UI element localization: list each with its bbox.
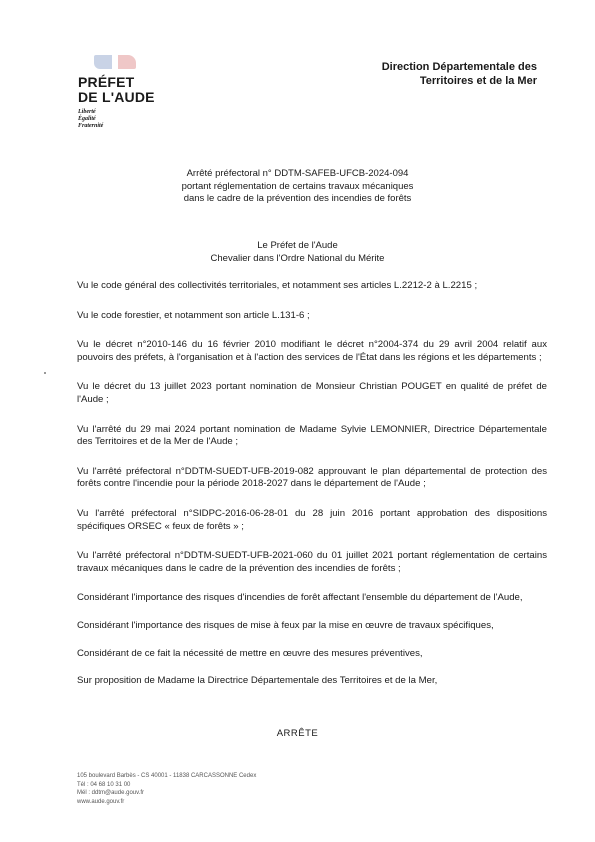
visa-paragraph: Vu le code forestier, et notamment son article L.131-6 ;: [77, 309, 310, 321]
visa-paragraph: Vu l'arrêté du 29 mai 2024 portant nomination de Madame Sylvie LEMONNIER, Directrice Départementale des Territoires et de la Mer de l'Aude ;: [77, 423, 547, 448]
direction-line: Direction Départementale des: [381, 61, 537, 73]
title-line: dans le cadre de la prévention des incendies de forêts: [183, 193, 412, 204]
decree-body: [77, 280, 547, 703]
visa-paragraph: Vu le code général des collectivités territoriales, et notamment ses articles L.2212-2 à L.2215 ;: [77, 280, 478, 291]
logo-line: DE L'AUDE: [78, 89, 155, 105]
decision-heading: ARRÊTE: [276, 728, 319, 739]
issuing-direction: [382, 60, 537, 88]
republic-motto: [78, 109, 188, 130]
footer-address: [77, 772, 256, 806]
prefecture-logo: [78, 55, 188, 130]
authority-line: Chevalier dans l'Ordre National du Mérite: [210, 252, 385, 264]
logo-title: [78, 75, 188, 105]
title-line: Arrêté préfectoral n° DDTM-SAFEB-UFCB-2024-094: [186, 168, 409, 179]
visa-paragraph: Vu le décret du 13 juillet 2023 portant nomination de Monsieur Christian POUGET en qualité de préfet de l'Aude ;: [77, 381, 547, 405]
footer-line: 105 boulevard Barbès - CS 40001 - 11838 CARCASSONNE Cedex: [77, 773, 257, 779]
logo-line: PRÉFET: [78, 74, 135, 90]
decree-title: [0, 168, 595, 206]
proposal-paragraph: Sur proposition de Madame la Directrice Départementale des Territoires et de la Mer,: [77, 675, 438, 687]
motto-line: Liberté: [78, 109, 96, 115]
authority-block: [0, 240, 595, 265]
title-line: portant réglementation de certains travaux mécaniques: [181, 180, 414, 192]
motto-line: Fraternité: [78, 123, 104, 129]
marianne-logo-icon: [94, 55, 142, 69]
considerant-paragraph: Considérant l'importance des risques d'incendies de forêt affectant l'ensemble du département de l'Aude,: [77, 592, 523, 604]
considerant-paragraph: Considérant l'importance des risques de mise à feux par la mise en œuvre de travaux spécifiques,: [77, 619, 494, 631]
visa-paragraph: Vu l'arrêté préfectoral n°DDTM-SUEDT-UFB-2021-060 du 01 juillet 2021 portant réglementation de certains travaux mécaniques dans le cadre de la prévention des incendies de forêts ;: [77, 550, 547, 574]
visa-paragraph: Vu le décret n°2010-146 du 16 février 2010 modifiant le décret n°2004-374 du 29 avril 2004 relatif aux pouvoirs des préfets, à l'organisation et à l'action des services de l'État dans les régions et les départements ;: [77, 339, 547, 363]
visa-paragraph: Vu l'arrêté préfectoral n°DDTM-SUEDT-UFB-2019-082 approuvant le plan départemental de protection des forêts contre l'incendie pour la période 2018-2027 dans le département de l'Aude ;: [77, 465, 547, 490]
authority-line: Le Préfet de l'Aude: [257, 240, 338, 251]
footer-line: www.aude.gouv.fr: [77, 798, 125, 805]
visa-paragraph: Vu l'arrêté préfectoral n°SIDPC-2016-06-28-01 du 28 juin 2016 portant approbation des dispositions spécifiques ORSEC « feux de forêts » ;: [77, 507, 547, 532]
considerant-paragraph: Considérant de ce fait la nécessité de mettre en œuvre des mesures préventives,: [77, 647, 423, 659]
footer-line: Mél : ddtm@aude.gouv.fr: [77, 790, 145, 796]
direction-line: Territoires et de la Mer: [419, 75, 537, 87]
motto-line: Égalité: [78, 116, 96, 122]
footer-line: Tél : 04 68 10 31 00: [77, 781, 131, 788]
scan-speck: [44, 372, 46, 374]
